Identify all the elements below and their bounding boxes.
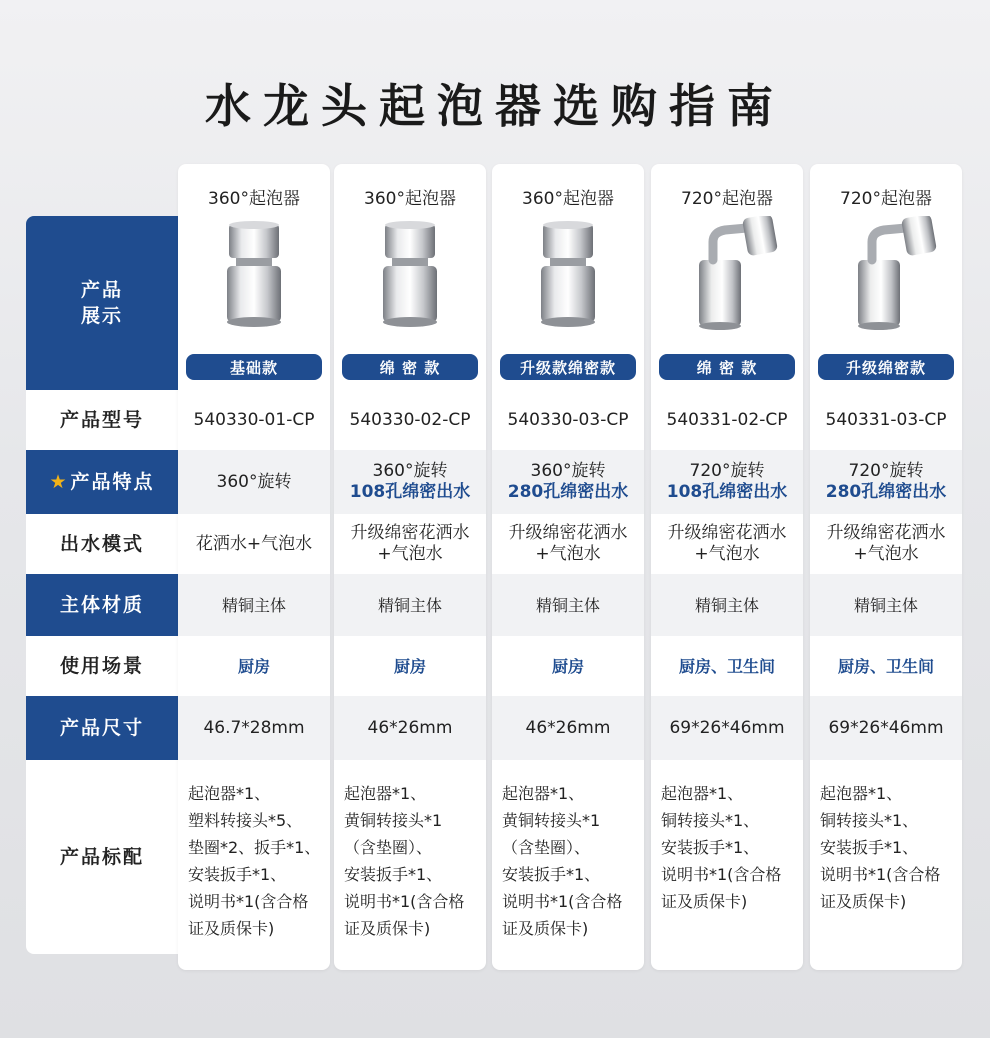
outlet-line-1: 升级绵密花洒水	[508, 523, 628, 543]
accessory-line: 说明书*1(含合格	[820, 865, 941, 884]
star-icon: ★	[49, 471, 69, 493]
product-badge: 基础款	[186, 354, 322, 380]
feature-line-1: 360°旋转	[216, 471, 292, 492]
accessory-line: 安装扳手*1、	[344, 865, 443, 884]
row-label-features	[26, 450, 178, 514]
product-badge: 升级绵密款	[818, 354, 954, 380]
aerator-icon	[651, 216, 803, 336]
accessory-line: 安装扳手*1、	[661, 838, 760, 857]
product-features	[651, 450, 803, 514]
accessory-line: （含垫圈）、	[344, 838, 433, 857]
aerator-icon	[178, 216, 330, 336]
accessory-line: 证及质保卡)	[820, 892, 907, 911]
product-name: 360°起泡器	[364, 189, 456, 209]
product-scene: 厨房、卫生间	[678, 656, 775, 676]
product-accessories	[492, 760, 644, 970]
product-name: 360°起泡器	[208, 189, 300, 209]
row-label-features-text: 产品特点	[70, 471, 155, 493]
aerator-image	[651, 216, 803, 336]
product-badge: 绵 密 款	[342, 354, 478, 380]
feature-line-1: 720°旋转	[848, 461, 924, 481]
product-scene: 厨房	[551, 656, 584, 676]
accessory-line: 证及质保卡)	[188, 919, 275, 938]
product-column-2	[334, 164, 486, 970]
product-size: 46.7*28mm	[178, 696, 330, 760]
accessory-line: 起泡器*1、	[502, 784, 585, 803]
product-column-1	[178, 164, 330, 970]
aerator-icon	[492, 216, 644, 336]
accessory-line: 说明书*1(含合格	[661, 865, 782, 884]
product-features	[492, 450, 644, 514]
product-scene: 厨房	[237, 656, 270, 676]
product-size: 46*26mm	[492, 696, 644, 760]
aerator-image	[810, 216, 962, 336]
accessory-line: 铜转接头*1、	[820, 811, 919, 830]
product-outlet	[334, 514, 486, 574]
outlet-line-1: 升级绵密花洒水	[667, 523, 787, 543]
product-column-4	[651, 164, 803, 970]
feature-line-2: 280孔绵密出水	[507, 482, 629, 502]
accessory-line: 黄铜转接头*1	[502, 811, 601, 830]
outlet-line-1: 花洒水+气泡水	[195, 533, 313, 554]
outlet-line-2: +气泡水	[853, 544, 919, 564]
product-model: 540330-01-CP	[193, 409, 315, 430]
accessory-line: 证及质保卡)	[661, 892, 748, 911]
outlet-line-2: +气泡水	[377, 544, 443, 564]
product-model: 540330-02-CP	[349, 409, 471, 430]
feature-line-2: 108孔绵密出水	[349, 482, 471, 502]
aerator-image	[178, 216, 330, 336]
row-label-scene: 使用场景	[26, 636, 178, 696]
product-accessories	[651, 760, 803, 970]
page-title: 水龙头起泡器选购指南	[205, 79, 785, 133]
row-label-display	[26, 216, 178, 390]
feature-line-1: 360°旋转	[530, 461, 606, 481]
row-label-column	[26, 216, 178, 954]
product-size: 69*26*46mm	[810, 696, 962, 760]
accessory-line: 安装扳手*1、	[820, 838, 919, 857]
feature-line-2: 108孔绵密出水	[666, 482, 788, 502]
aerator-icon	[334, 216, 486, 336]
product-material: 精铜主体	[810, 574, 962, 636]
product-model: 540331-03-CP	[825, 409, 947, 430]
row-label-material: 主体材质	[26, 574, 178, 636]
row-label-display-line1: 产品	[80, 279, 123, 301]
product-outlet	[810, 514, 962, 574]
outlet-line-2: +气泡水	[535, 544, 601, 564]
feature-line-1: 360°旋转	[372, 461, 448, 481]
outlet-line-1: 升级绵密花洒水	[350, 523, 470, 543]
accessory-line: 说明书*1(含合格	[188, 892, 309, 911]
product-material: 精铜主体	[334, 574, 486, 636]
product-features	[334, 450, 486, 514]
product-badge: 绵 密 款	[659, 354, 795, 380]
accessory-line: 证及质保卡)	[502, 919, 589, 938]
product-size: 69*26*46mm	[651, 696, 803, 760]
row-label-accessories: 产品标配	[26, 760, 178, 954]
accessory-line: 黄铜转接头*1	[344, 811, 443, 830]
product-material: 精铜主体	[651, 574, 803, 636]
accessory-line: 起泡器*1、	[344, 784, 427, 803]
product-size: 46*26mm	[334, 696, 486, 760]
product-accessories	[810, 760, 962, 970]
outlet-line-1: 升级绵密花洒水	[826, 523, 946, 543]
product-name: 720°起泡器	[840, 189, 932, 209]
product-accessories	[178, 760, 330, 970]
accessory-line: 起泡器*1、	[661, 784, 744, 803]
product-accessories	[334, 760, 486, 970]
accessory-line: 铜转接头*1、	[661, 811, 760, 830]
accessory-line: 塑料转接头*5、	[188, 811, 303, 830]
product-outlet	[178, 514, 330, 574]
product-features	[810, 450, 962, 514]
product-material: 精铜主体	[492, 574, 644, 636]
product-model: 540331-02-CP	[666, 409, 788, 430]
accessory-line: 垫圈*2、扳手*1、	[188, 838, 321, 857]
accessory-line: 安装扳手*1、	[188, 865, 287, 884]
accessory-line: 起泡器*1、	[820, 784, 903, 803]
product-name: 720°起泡器	[681, 189, 773, 209]
product-model: 540330-03-CP	[507, 409, 629, 430]
aerator-image	[492, 216, 644, 336]
row-label-model: 产品型号	[26, 390, 178, 450]
feature-line-2: 280孔绵密出水	[825, 482, 947, 502]
accessory-line: 说明书*1(含合格	[502, 892, 623, 911]
accessory-line: 起泡器*1、	[188, 784, 271, 803]
accessory-line: 说明书*1(含合格	[344, 892, 465, 911]
aerator-icon	[810, 216, 962, 336]
feature-line-1: 720°旋转	[689, 461, 765, 481]
product-outlet	[651, 514, 803, 574]
product-column-5	[810, 164, 962, 970]
product-column-3	[492, 164, 644, 970]
row-label-outlet: 出水模式	[26, 514, 178, 574]
row-label-display-line2: 展示	[80, 305, 123, 327]
accessory-line: （含垫圈）、	[502, 838, 591, 857]
product-material: 精铜主体	[178, 574, 330, 636]
outlet-line-2: +气泡水	[694, 544, 760, 564]
product-name: 360°起泡器	[522, 189, 614, 209]
product-features	[178, 450, 330, 514]
product-scene: 厨房	[393, 656, 426, 676]
aerator-image	[334, 216, 486, 336]
row-label-size: 产品尺寸	[26, 696, 178, 760]
accessory-line: 安装扳手*1、	[502, 865, 601, 884]
product-badge: 升级款绵密款	[500, 354, 636, 380]
product-outlet	[492, 514, 644, 574]
product-scene: 厨房、卫生间	[837, 656, 934, 676]
accessory-line: 证及质保卡)	[344, 919, 431, 938]
